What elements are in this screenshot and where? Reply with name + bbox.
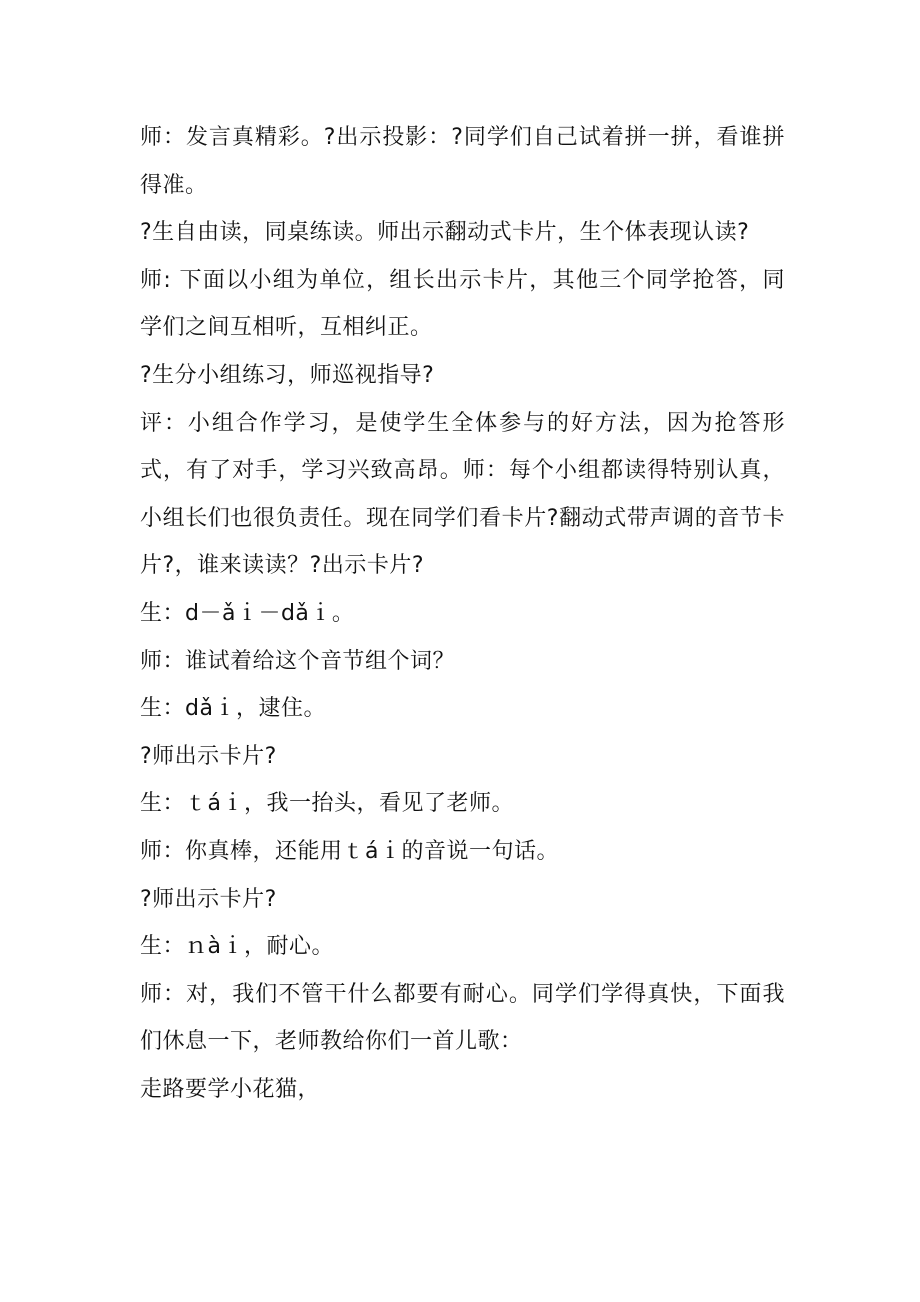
- paragraph: 走路要学小花猫，: [140, 1076, 321, 1102]
- paragraph: 师：你真棒，还能用ｔáｉ的音说一句话。: [140, 838, 559, 864]
- paragraph: 师: 下面以小组为单位，组长出示卡片，其他三个同学抢答，同学们之间互相听，互相纠正。: [140, 267, 785, 341]
- paragraph: ?生分小组练习，师巡视指导?: [140, 362, 435, 388]
- paragraph: 评：小组合作学习，是使学生全体参与的好方法，因为抢答形式，有了对手，学习兴致高昂。师：每个小组都读得特别认真，小组长们也很负责任。现在同学们看卡片?翻动式带声调的音节卡片?，谁来读读？?出示卡片?: [140, 410, 785, 579]
- paragraph: 生：ｎàｉ，耐心。: [140, 934, 334, 960]
- paragraph: ?师出示卡片?: [140, 886, 277, 912]
- paragraph: 师：谁试着给这个音节组个词？: [140, 648, 456, 674]
- paragraph: 生：dǎｉ，逮住。: [140, 696, 326, 722]
- paragraph: 师：对，我们不管干什么都要有耐心。同学们学得真快，下面我们休息一下，老师教给你们一首儿歌：: [140, 981, 785, 1055]
- paragraph: ?师出示卡片?: [140, 743, 277, 769]
- document-body: [140, 114, 785, 1113]
- paragraph: 师：发言真精彩。?出示投影：?同学们自己试着拼一拼，看谁拼得准。: [140, 125, 785, 198]
- paragraph: 生：ｔáｉ，我一抬头，看见了老师。: [140, 791, 514, 817]
- paragraph: ?生自由读，同桌练读。师出示翻动式卡片，生个体表现认读?: [140, 220, 750, 246]
- paragraph: 生：d－ǎｉ－dǎｉ。: [140, 600, 355, 626]
